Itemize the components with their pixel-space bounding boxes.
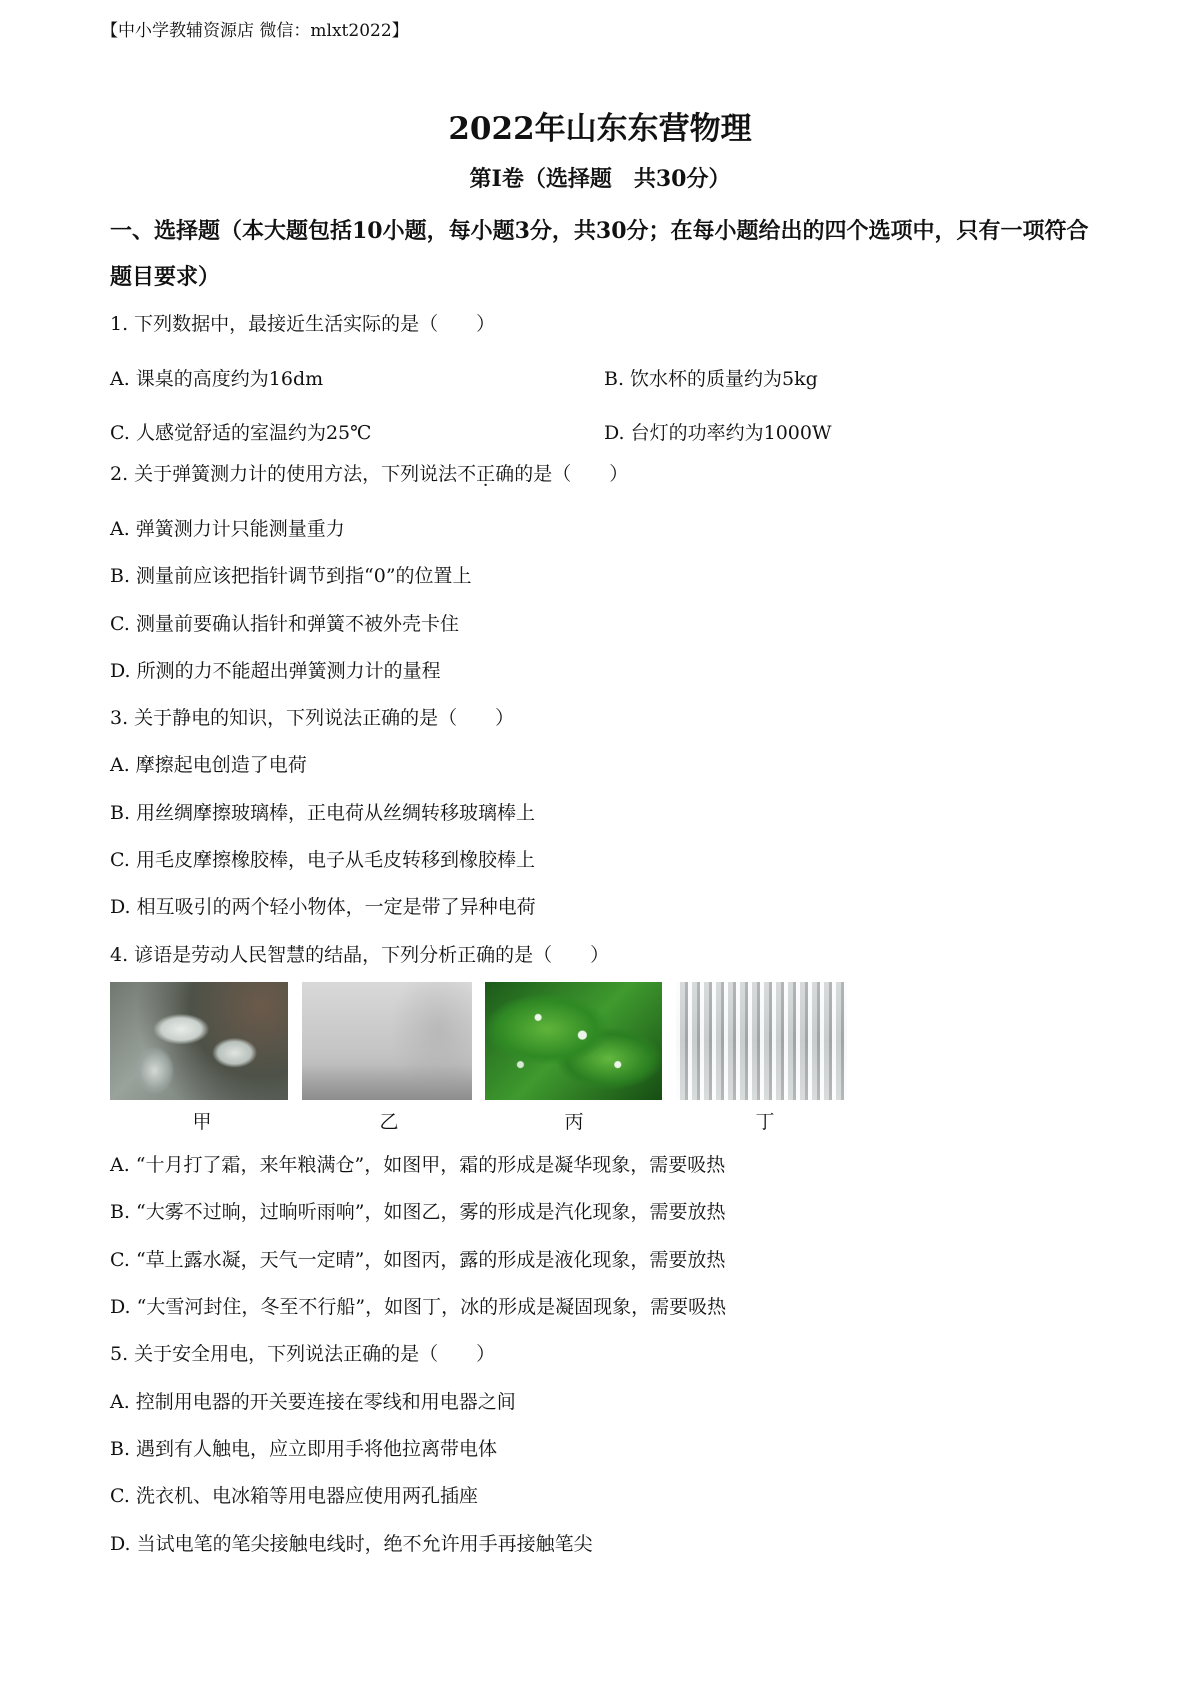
photo-label-ding: 丁 [755, 1111, 775, 1133]
q5-option-c: C. 洗衣机、电冰箱等用电器应使用两孔插座 [110, 1485, 478, 1507]
q2-option-b: B. 测量前应该把指针调节到指“0”的位置上 [110, 565, 472, 587]
q5-option-d: D. 当试电笔的笔尖接触电线时，绝不允许用手再接触笔尖 [110, 1533, 593, 1555]
q2-option-d: D. 所测的力不能超出弹簧测力计的量程 [110, 660, 441, 682]
ice-photo [676, 982, 847, 1100]
q1-option-c: C. 人感觉舒适的室温约为25℃ [110, 422, 372, 444]
q3-option-a: A. 摩擦起电创造了电荷 [110, 754, 307, 776]
q5-option-a: A. 控制用电器的开关要连接在零线和用电器之间 [110, 1391, 516, 1413]
section-heading: 一、选择题（本大题包括10小题，每小题3分，共30分；在每小题给出的四个选项中，只有一项符合题目要求） [110, 218, 1089, 290]
q2-stem-post: 的是（ ） [514, 463, 629, 485]
q3-option-d: D. 相互吸引的两个轻小物体，一定是带了异种电荷 [110, 896, 536, 918]
q4-option-c: C. “草上露水凝，天气一定晴”，如图丙，露的形成是液化现象，需要放热 [110, 1249, 726, 1271]
q1-option-a: A. 课桌的高度约为16dm [110, 368, 324, 390]
q1-option-b: B. 饮水杯的质量约为5kg [604, 368, 818, 390]
q4-option-b: B. “大雾不过晌，过晌听雨响”，如图乙，雾的形成是汽化现象，需要放热 [110, 1201, 726, 1223]
photo-label-yi: 乙 [379, 1111, 399, 1133]
q3-stem: 3. 关于静电的知识，下列说法正确的是（ ） [110, 707, 515, 729]
frost-photo [110, 982, 288, 1100]
q2-option-a: A. 弹簧测力计只能测量重力 [110, 518, 345, 540]
page-title: 2022年山东东营物理 [448, 111, 752, 147]
q1-option-d: D. 台灯的功率约为1000W [604, 422, 832, 444]
q4-option-a: A. “十月打了霜，来年粮满仓”，如图甲，霜的形成是凝华现象，需要吸热 [110, 1154, 726, 1176]
page-subtitle: 第Ⅰ卷（选择题 共30分） [469, 166, 731, 192]
q2-stem-pre: 2. 关于弹簧测力计的使用方法，下列说法 [110, 463, 458, 485]
q5-option-b: B. 遇到有人触电，应立即用手将他拉离带电体 [110, 1438, 498, 1460]
q2-option-c: C. 测量前要确认指针和弹簧不被外壳卡住 [110, 613, 459, 635]
q4-stem: 4. 谚语是劳动人民智慧的结晶，下列分析正确的是（ ） [110, 944, 610, 966]
photo-label-jia: 甲 [192, 1111, 212, 1133]
q2-stem-emphasis: 不正确 [457, 463, 515, 485]
dew-photo [485, 982, 662, 1100]
q1-stem: 1. 下列数据中，最接近生活实际的是（ ） [110, 313, 496, 335]
q4-option-d: D. “大雪河封住，冬至不行船”，如图丁，冰的形成是凝固现象，需要吸热 [110, 1296, 727, 1318]
photo-label-bing: 丙 [564, 1111, 584, 1133]
header-note: 【中小学教辅资源店 微信：mlxt2022】 [101, 21, 409, 41]
fog-photo [302, 982, 472, 1100]
q3-option-c: C. 用毛皮摩擦橡胶棒，电子从毛皮转移到橡胶棒上 [110, 849, 535, 871]
q3-option-b: B. 用丝绸摩擦玻璃棒，正电荷从丝绸转移玻璃棒上 [110, 802, 536, 824]
q5-stem: 5. 关于安全用电，下列说法正确的是（ ） [110, 1343, 496, 1365]
q2-stem [110, 459, 628, 486]
q4-photo-row [110, 982, 850, 1102]
